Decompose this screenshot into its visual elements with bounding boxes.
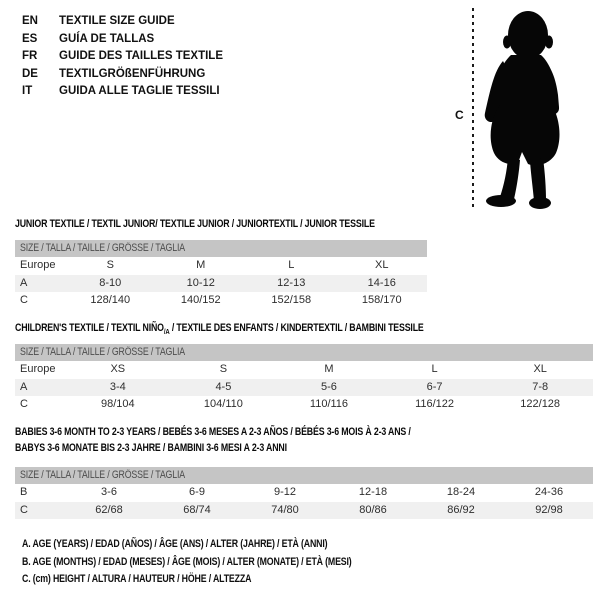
table-row-months xyxy=(15,484,593,502)
footnote-age-years: A. AGE (YEARS) / EDAD (AÑOS) / ÂGE (ANS) / ALTER (JAHRE) / ETÀ (ANNI) xyxy=(22,538,328,550)
size-header-bar: SIZE / TALLA / TAILLE / GRÖSSE / TAGLIA xyxy=(15,344,593,361)
height-cell: 128/140 xyxy=(90,294,131,306)
size-cell: S xyxy=(219,363,228,375)
size-cell: M xyxy=(324,363,334,375)
age-cell: 3-4 xyxy=(109,380,126,393)
months-cell: 24-36 xyxy=(534,486,564,498)
height-cell: 116/122 xyxy=(415,398,455,410)
height-cell: 140/152 xyxy=(180,294,221,306)
table-row-height xyxy=(15,292,427,310)
language-list xyxy=(22,13,223,101)
footnote-age-months: B. AGE (MONTHS) / EDAD (MESES) / ÂGE (MOIS) / ALTER (MONATE) / ETÀ (MESI) xyxy=(22,555,352,568)
height-cell: 86/92 xyxy=(447,503,475,516)
height-measure-label: C xyxy=(455,108,464,122)
language-title: TEXTILE SIZE GUIDE xyxy=(59,15,175,27)
baby-silhouette-icon xyxy=(478,5,574,211)
subscript-text: /A xyxy=(163,327,170,337)
months-cell: 6-9 xyxy=(189,486,205,498)
height-measure-dotted-line xyxy=(472,8,474,208)
height-cell: 122/128 xyxy=(520,398,561,410)
babies-size-table xyxy=(15,424,593,519)
months-cell: 18-24 xyxy=(446,486,476,498)
table-row-age xyxy=(15,379,593,397)
row-label: A xyxy=(20,276,28,289)
age-cell: 5-6 xyxy=(321,380,337,393)
height-cell: 104/110 xyxy=(203,398,243,410)
footnote-height: C. (cm) HEIGHT / ALTURA / HAUTEUR / HÖHE / ALTEZZA xyxy=(22,573,252,585)
table-row-age xyxy=(15,275,427,293)
table-row-height xyxy=(15,396,593,414)
size-cell: L xyxy=(431,363,438,375)
table-title: JUNIOR TEXTILE / TEXTIL JUNIOR/ TEXTILE JUNIOR / JUNIORTEXTIL / JUNIOR TESSILE xyxy=(15,218,375,230)
size-cell: M xyxy=(196,259,206,271)
language-code: EN xyxy=(22,15,38,27)
legend-footnotes xyxy=(22,536,434,589)
row-label: B xyxy=(20,486,28,498)
language-row-fr xyxy=(22,48,223,66)
height-cell: 74/80 xyxy=(271,503,299,516)
height-cell: 62/68 xyxy=(95,503,123,516)
age-cell: 6-7 xyxy=(426,380,443,393)
height-cell: 98/104 xyxy=(100,398,135,410)
size-cell: S xyxy=(106,259,114,271)
language-code: FR xyxy=(22,50,38,62)
months-cell: 3-6 xyxy=(101,486,117,498)
language-title: GUÍA DE TALLAS xyxy=(59,32,155,45)
height-cell: 68/74 xyxy=(183,503,211,516)
months-cell: 12-18 xyxy=(358,486,388,498)
height-cell: 110/116 xyxy=(309,398,349,410)
row-label: Europe xyxy=(20,259,56,271)
language-row-de xyxy=(22,66,223,84)
size-header-bar: SIZE / TALLA / TAILLE / GRÖSSE / TAGLIA xyxy=(15,467,593,484)
row-label: C xyxy=(20,398,28,410)
language-code: ES xyxy=(22,32,38,45)
language-row-en xyxy=(22,13,223,31)
junior-size-table xyxy=(15,217,427,310)
table-title: BABIES 3-6 MONTH TO 2-3 YEARS / BEBÉS 3-6 MESES A 2-3 AÑOS / BÉBÉS 3-6 MOIS À 2-3 ANS / BABYS 3-6 MONATE BIS 2-3 JAHRE / BAMBINI 3-6 MESI A 2-3 ANNI xyxy=(15,426,411,454)
height-cell: 92/98 xyxy=(535,503,563,516)
table-row-europe xyxy=(15,257,427,275)
language-code: DE xyxy=(22,67,38,80)
age-cell: 14-16 xyxy=(367,276,396,289)
size-cell: XL xyxy=(533,363,547,375)
language-title: GUIDA ALLE TAGLIE TESSILI xyxy=(59,85,220,97)
language-title: TEXTILGRÖßENFÜHRUNG xyxy=(59,67,206,80)
size-header-bar: SIZE / TALLA / TAILLE / GRÖSSE / TAGLIA xyxy=(15,240,427,257)
height-cell: 152/158 xyxy=(271,294,312,306)
row-label: Europe xyxy=(20,363,56,375)
language-code: IT xyxy=(22,85,33,97)
language-title: GUIDE DES TAILLES TEXTILE xyxy=(59,50,223,62)
height-cell: 158/170 xyxy=(361,294,402,306)
age-cell: 12-13 xyxy=(277,276,306,289)
language-row-es xyxy=(22,31,223,49)
row-label: C xyxy=(20,294,28,306)
children-size-table xyxy=(15,321,593,414)
size-cell: XS xyxy=(110,363,126,375)
table-title: CHILDREN'S TEXTILE / TEXTIL $NIÑO_{/A}$ / TEXTILE DES ENFANTS / KINDERTEXTIL / BAMBINI TESSILE xyxy=(15,322,424,337)
age-cell: 8-10 xyxy=(99,276,122,289)
size-cell: L xyxy=(288,259,295,271)
size-cell: XL xyxy=(375,259,389,271)
age-cell: 7-8 xyxy=(532,380,549,393)
age-cell: 4-5 xyxy=(215,380,232,393)
height-cell: 80/86 xyxy=(359,503,387,516)
months-cell: 9-12 xyxy=(273,486,297,498)
row-label: A xyxy=(20,380,28,393)
age-cell: 10-12 xyxy=(186,276,215,289)
language-row-it xyxy=(22,83,223,101)
table-row-europe xyxy=(15,361,593,379)
row-label: C xyxy=(20,503,28,516)
table-row-height xyxy=(15,502,593,520)
